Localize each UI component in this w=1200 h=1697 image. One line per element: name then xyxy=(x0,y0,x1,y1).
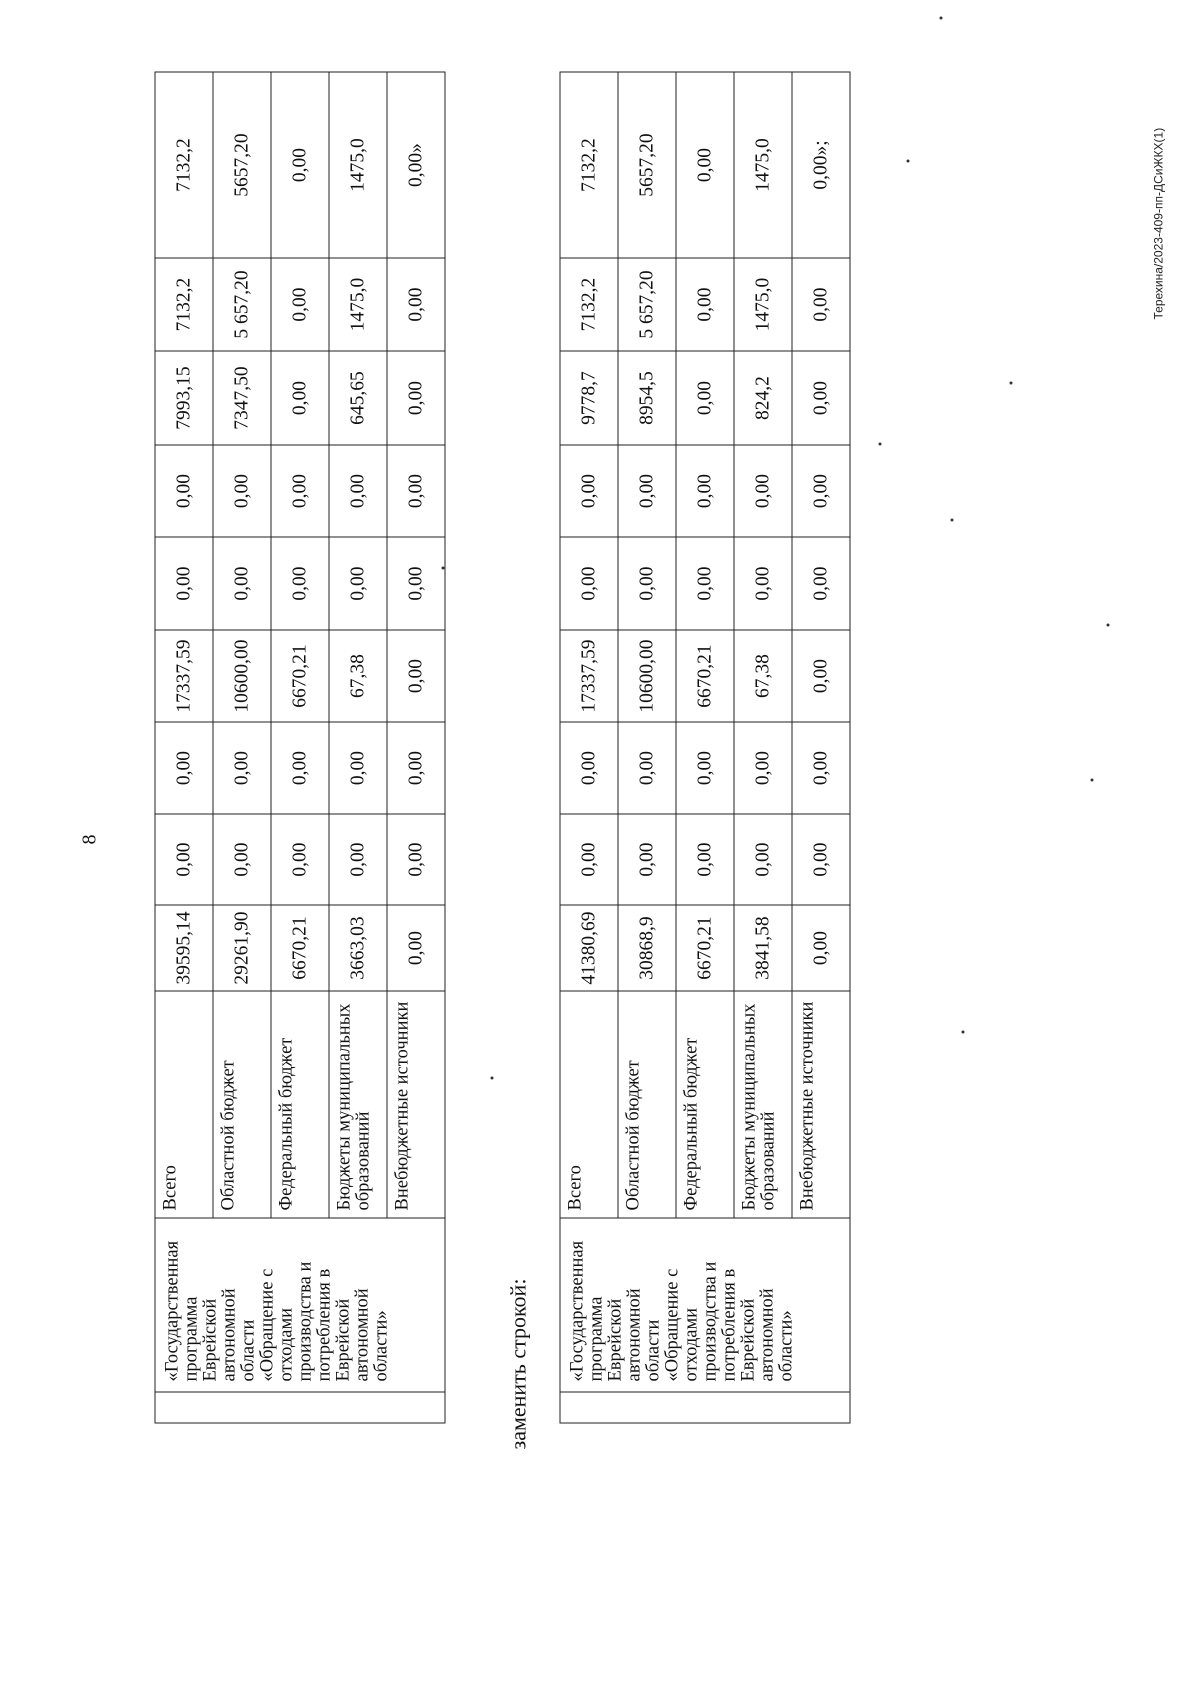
value-cell: 0,00 xyxy=(329,445,387,537)
value-cell: 0,00 xyxy=(618,814,676,905)
value-cell: 0,00 xyxy=(676,351,734,445)
value-cell: 0,00 xyxy=(271,351,329,445)
value-cell: 7132,2 xyxy=(560,72,618,258)
page-number: 8 xyxy=(78,834,100,844)
value-cell: 0,00 xyxy=(155,814,213,905)
value-cell: 7347,50 xyxy=(213,351,271,445)
value-cell: 0,00 xyxy=(676,814,734,905)
value-cell: 3663,03 xyxy=(329,905,387,991)
value-cell: 6670,21 xyxy=(676,905,734,991)
value-cell: 5657,20 xyxy=(213,72,271,258)
value-cell: 0,00 xyxy=(329,537,387,630)
value-cell: 0,00 xyxy=(792,630,850,722)
value-cell: 6670,21 xyxy=(676,630,734,722)
value-cell: 0,00 xyxy=(213,445,271,537)
value-cell: 0,00 xyxy=(676,445,734,537)
scan-speck xyxy=(441,566,444,569)
value-cell: 0,00 xyxy=(155,537,213,630)
table-row xyxy=(155,72,213,1423)
value-cell: 0,00 xyxy=(560,814,618,905)
value-cell: 0,00 xyxy=(676,537,734,630)
scan-speck xyxy=(939,16,942,19)
value-cell: 39595,14 xyxy=(155,905,213,991)
value-cell: 0,00 xyxy=(271,72,329,258)
source-cell: Областной бюджет xyxy=(213,991,271,1218)
value-cell: 1475,0 xyxy=(734,258,792,351)
source-cell: Областной бюджет xyxy=(618,991,676,1218)
table-row xyxy=(560,72,618,1423)
value-cell: 824,2 xyxy=(734,351,792,445)
value-cell: 5 657,20 xyxy=(213,258,271,351)
value-cell: 0,00 xyxy=(792,537,850,630)
value-cell: 29261,90 xyxy=(213,905,271,991)
new-budget-table xyxy=(559,71,850,1423)
value-cell: 0,00 xyxy=(387,258,445,351)
value-cell: 7132,2 xyxy=(560,258,618,351)
value-cell: 0,00 xyxy=(271,445,329,537)
old-budget-table xyxy=(154,71,445,1423)
value-cell: 17337,59 xyxy=(155,630,213,722)
value-cell: 0,00 xyxy=(734,445,792,537)
value-cell: 0,00 xyxy=(387,445,445,537)
document-footer-id: Терехина/2023-409-пп-ДСиЖКХ(1) xyxy=(1151,127,1165,319)
value-cell: 645,65 xyxy=(329,351,387,445)
program-name-cell: «Государственная программа Еврейской автономной области «Обращение с отходами производства и потребления в Еврейской автономной области» xyxy=(560,1218,850,1392)
value-cell: 0,00 xyxy=(734,814,792,905)
scan-speck xyxy=(961,1030,964,1033)
value-cell: 0,00»; xyxy=(792,72,850,258)
value-cell: 6670,21 xyxy=(271,630,329,722)
empty-number-cell xyxy=(560,1392,850,1423)
value-cell: 0,00 xyxy=(734,722,792,814)
scan-speck xyxy=(1106,623,1109,626)
value-cell: 0,00 xyxy=(560,537,618,630)
value-cell: 0,00 xyxy=(155,722,213,814)
value-cell: 0,00 xyxy=(387,722,445,814)
value-cell: 1475,0 xyxy=(329,72,387,258)
empty-number-cell xyxy=(155,1392,445,1423)
source-cell: Всего xyxy=(560,991,618,1218)
value-cell: 1475,0 xyxy=(329,258,387,351)
value-cell: 10600,00 xyxy=(213,630,271,722)
value-cell: 9778,7 xyxy=(560,351,618,445)
program-name-cell: «Государственная программа Еврейской автономной области «Обращение с отходами производства и потребления в Еврейской автономной области» xyxy=(155,1218,445,1392)
value-cell: 0,00 xyxy=(213,814,271,905)
value-cell: 0,00 xyxy=(387,630,445,722)
value-cell: 0,00 xyxy=(271,814,329,905)
value-cell: 30868,9 xyxy=(618,905,676,991)
replace-caption: заменить строкой: xyxy=(505,1278,530,1449)
value-cell: 6670,21 xyxy=(271,905,329,991)
value-cell: 0,00 xyxy=(618,445,676,537)
scan-speck xyxy=(950,518,953,521)
source-cell: Бюджеты муниципальных образований xyxy=(329,991,387,1218)
value-cell: 0,00 xyxy=(676,722,734,814)
scan-speck xyxy=(906,159,909,162)
scan-speck xyxy=(1090,778,1093,781)
source-cell: Всего xyxy=(155,991,213,1218)
value-cell: 7132,2 xyxy=(155,72,213,258)
value-cell: 3841,58 xyxy=(734,905,792,991)
value-cell: 0,00 xyxy=(618,537,676,630)
value-cell: 0,00 xyxy=(329,722,387,814)
source-cell: Бюджеты муниципальных образований xyxy=(734,991,792,1218)
value-cell: 0,00 xyxy=(271,537,329,630)
value-cell: 0,00 xyxy=(155,445,213,537)
value-cell: 67,38 xyxy=(734,630,792,722)
source-cell: Внебюджетные источники xyxy=(792,991,850,1218)
scan-speck xyxy=(878,442,881,445)
value-cell: 67,38 xyxy=(329,630,387,722)
value-cell: 0,00 xyxy=(560,445,618,537)
value-cell: 1475,0 xyxy=(734,72,792,258)
value-cell: 0,00 xyxy=(618,722,676,814)
value-cell: 0,00 xyxy=(387,537,445,630)
value-cell: 10600,00 xyxy=(618,630,676,722)
value-cell: 0,00 xyxy=(387,351,445,445)
value-cell: 0,00 xyxy=(676,258,734,351)
value-cell: 0,00 xyxy=(792,905,850,991)
value-cell: 7132,2 xyxy=(155,258,213,351)
value-cell: 0,00 xyxy=(792,722,850,814)
value-cell: 0,00 xyxy=(792,258,850,351)
value-cell: 17337,59 xyxy=(560,630,618,722)
source-cell: Федеральный бюджет xyxy=(676,991,734,1218)
value-cell: 0,00 xyxy=(792,814,850,905)
value-cell: 41380,69 xyxy=(560,905,618,991)
value-cell: 0,00 xyxy=(560,722,618,814)
value-cell: 5 657,20 xyxy=(618,258,676,351)
value-cell: 5657,20 xyxy=(618,72,676,258)
value-cell: 0,00 xyxy=(734,537,792,630)
scan-speck xyxy=(490,1076,493,1079)
scan-speck xyxy=(1009,381,1012,384)
value-cell: 7993,15 xyxy=(155,351,213,445)
value-cell: 0,00 xyxy=(271,722,329,814)
source-cell: Федеральный бюджет xyxy=(271,991,329,1218)
value-cell: 0,00» xyxy=(387,72,445,258)
value-cell: 0,00 xyxy=(792,351,850,445)
value-cell: 0,00 xyxy=(271,258,329,351)
value-cell: 8954,5 xyxy=(618,351,676,445)
value-cell: 0,00 xyxy=(387,814,445,905)
value-cell: 0,00 xyxy=(387,905,445,991)
source-cell: Внебюджетные источники xyxy=(387,991,445,1218)
value-cell: 0,00 xyxy=(329,814,387,905)
value-cell: 0,00 xyxy=(676,72,734,258)
value-cell: 0,00 xyxy=(213,537,271,630)
value-cell: 0,00 xyxy=(213,722,271,814)
value-cell: 0,00 xyxy=(792,445,850,537)
